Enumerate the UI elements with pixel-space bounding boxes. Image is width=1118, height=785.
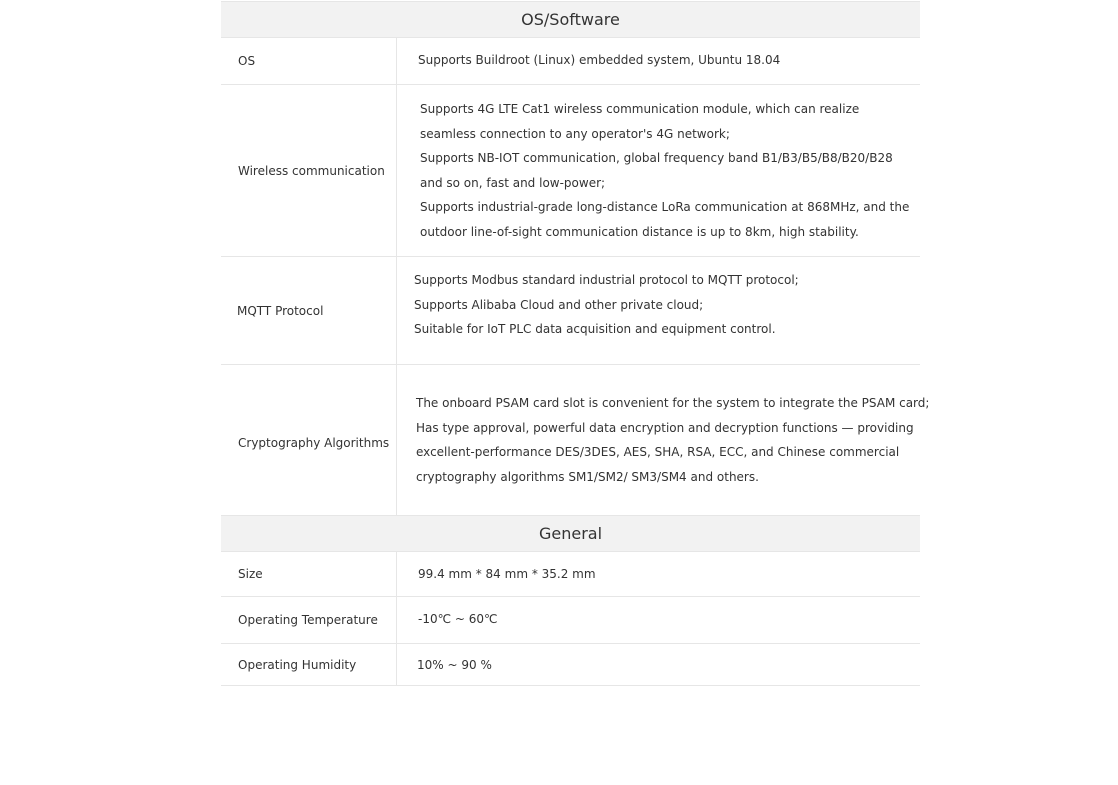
spec-row-operating-temperature [221,597,920,644]
spec-value [397,365,929,515]
spec-value-line: Supports Alibaba Cloud and other private cloud; [414,297,704,312]
spec-row-mqtt [221,257,920,365]
spec-label: MQTT Protocol [221,257,397,364]
spec-label: OS [221,38,397,84]
spec-value-line: Suitable for IoT PLC data acquisition and equipment control. [414,322,776,336]
spec-value-line: Supports 4G LTE Cat1 wireless communication module, which can realize [420,102,860,116]
spec-label: Wireless communication [221,85,397,256]
spec-value [397,552,920,596]
spec-value [397,597,920,643]
spec-row-wireless [221,85,920,257]
spec-value-line: Has type approval, powerful data encryption and decryption functions — providing [416,420,914,435]
spec-value-line: outdoor line-of-sight communication distance is up to 8km, high stability. [420,224,859,239]
spec-value-line: Supports Modbus standard industrial protocol to MQTT protocol; [414,273,799,287]
section-header-general [221,515,920,552]
spec-value-line: cryptography algorithms SM1/SM2/ SM3/SM4 and others. [416,469,759,484]
spec-label: Operating Temperature [221,597,397,643]
spec-value-line: 99.4 mm * 84 mm * 35.2 mm [418,567,596,581]
spec-row-cryptography [221,365,930,515]
spec-value-line: -10℃ ~ 60℃ [418,611,498,626]
spec-value [397,85,920,256]
spec-value-line: seamless connection to any operator's 4G network; [420,126,730,141]
spec-row-size [221,552,920,597]
spec-row-operating-humidity [221,644,920,686]
spec-value-line: excellent-performance DES/3DES, AES, SHA, RSA, ECC, and Chinese commercial [416,445,900,459]
spec-value [397,644,920,685]
spec-value-line: Supports Buildroot (Linux) embedded system, Ubuntu 18.04 [418,53,781,67]
spec-label: Size [221,552,397,596]
spec-value-line: 10% ~ 90 % [417,657,492,672]
spec-value [397,38,920,84]
spec-value-line: Supports NB-IOT communication, global frequency band B1/B3/B5/B8/B20/B28 [420,151,893,165]
spec-row-os [221,38,920,85]
section-title: OS/Software [521,10,620,29]
spec-value-line: The onboard PSAM card slot is convenient for the system to integrate the PSAM card; [416,396,930,410]
spec-label: Operating Humidity [221,644,397,685]
spec-value-line: Supports industrial-grade long-distance LoRa communication at 868MHz, and the [420,200,910,214]
section-title: General [538,524,603,543]
spec-table [221,1,930,686]
section-header-os-software [221,1,920,38]
spec-label: Cryptography Algorithms [221,365,397,515]
spec-value [397,257,920,364]
spec-value-line: and so on, fast and low-power; [420,175,606,190]
